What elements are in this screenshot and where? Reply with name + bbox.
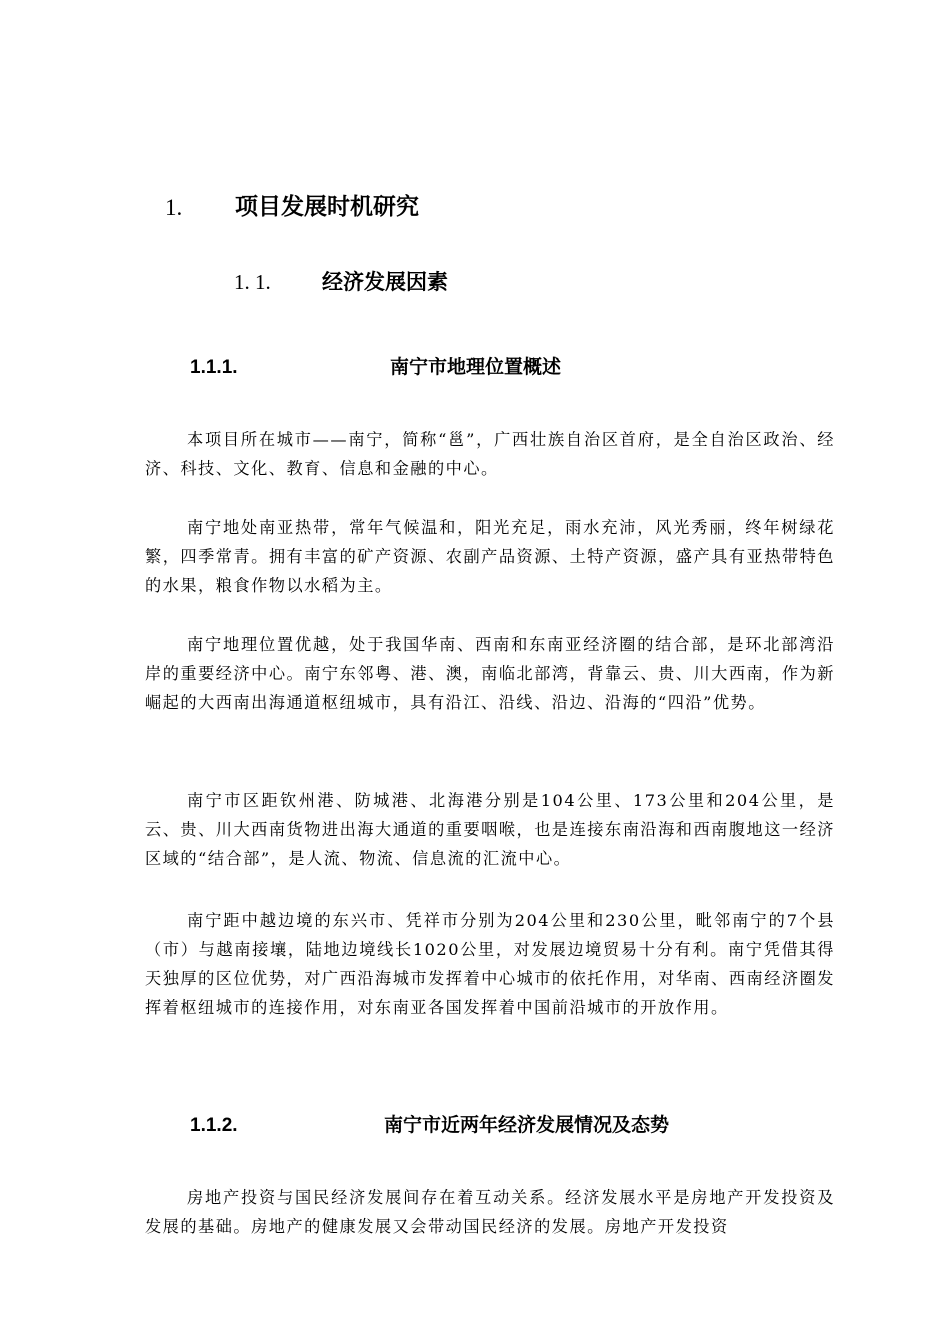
heading-title: 南宁市近两年经济发展情况及态势: [384, 1114, 670, 1136]
heading-title: 经济发展因素: [322, 270, 448, 294]
heading-title: 南宁市地理位置概述: [390, 356, 562, 378]
body-paragraph: 本项目所在城市——南宁，简称“邕”，广西壮族自治区首府，是全自治区政治、经济、科技、文化、教育、信息和金融的中心。: [145, 430, 835, 478]
body-paragraph: 南宁地理位置优越，处于我国华南、西南和东南亚经济圈的结合部，是环北部湾沿岸的重要经济中心。南宁东邻粤、港、澳，南临北部湾，背靠云、贵、川大西南，作为新崛起的大西南出海通道枢纽城市，具有沿江、沿线、沿边、沿海的“四沿”优势。: [145, 635, 835, 712]
body-paragraph: 房地产投资与国民经济发展间存在着互动关系。经济发展水平是房地产开发投资及发展的基础。房地产的健康发展又会带动国民经济的发展。房地产开发投资: [145, 1188, 835, 1236]
heading-number: 1.1.1.: [190, 357, 238, 378]
heading-number: 1.1.2.: [190, 1115, 238, 1136]
body-paragraph: 南宁距中越边境的东兴市、凭祥市分别为204公里和230公里，毗邻南宁的7个县（市）与越南接壤，陆地边境线长1020公里，对发展边境贸易十分有利。南宁凭借其得天独厚的区位优势，对广西沿海城市发挥着中心城市的依托作用，对华南、西南经济圈发挥着枢纽城市的连接作用，对东南亚各国发挥着中国前沿城市的开放作用。: [145, 911, 835, 1017]
heading-number: 1. 1.: [234, 270, 271, 294]
body-paragraph: 南宁市区距钦州港、防城港、北海港分别是104公里、173公里和204公里，是云、贵、川大西南货物进出海大通道的重要咽喉，也是连接东南沿海和西南腹地这一经济区域的“结合部”，是人流、物流、信息流的汇流中心。: [145, 791, 835, 868]
heading-number: 1.: [165, 195, 183, 220]
heading-title: 项目发展时机研究: [235, 194, 419, 220]
body-paragraph: 南宁地处南亚热带，常年气候温和，阳光充足，雨水充沛，风光秀丽，终年树绿花繁，四季常青。拥有丰富的矿产资源、农副产品资源、土特产资源，盛产具有亚热带特色的水果，粮食作物以水稻为主。: [145, 518, 835, 595]
